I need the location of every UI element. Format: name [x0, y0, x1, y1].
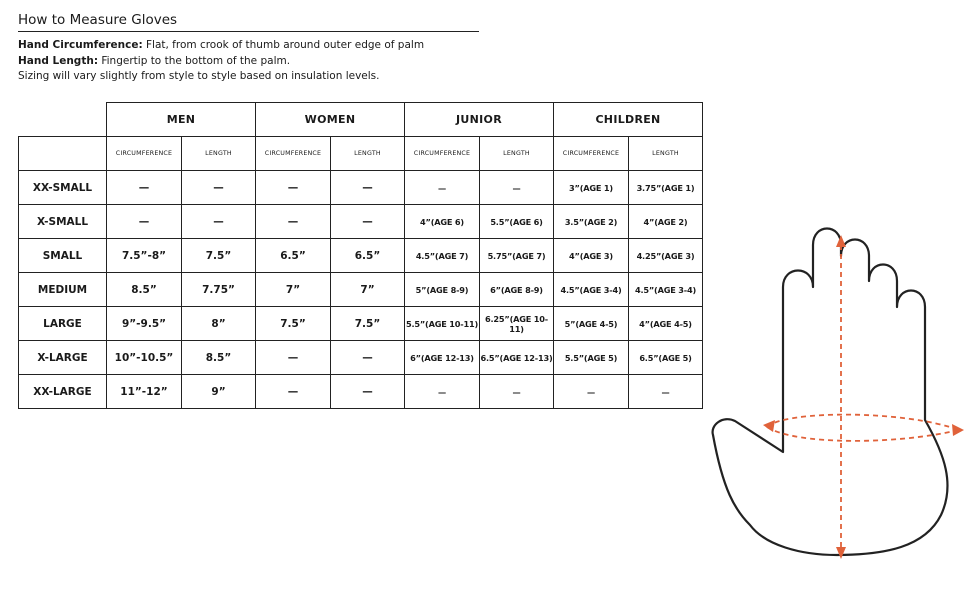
measure-instructions [18, 38, 424, 85]
size-value-cell: — [107, 171, 182, 205]
subheader-cell: LENGTH [629, 137, 703, 171]
subheader-cell: LENGTH [331, 137, 405, 171]
size-row-x-large [19, 341, 703, 375]
size-value-cell: 4”(AGE 3) [554, 239, 629, 273]
size-value-cell: 11”-12” [107, 375, 182, 409]
size-value-cell: 6.5” [331, 239, 405, 273]
size-value-cell: 4.25”(AGE 3) [629, 239, 703, 273]
subheader-row [19, 137, 703, 171]
size-label: SMALL [19, 239, 107, 273]
page-title: How to Measure Gloves [18, 12, 479, 32]
size-value-cell: 8” [182, 307, 256, 341]
circumference-arrow-left [763, 420, 775, 432]
subheader-cell: LENGTH [480, 137, 554, 171]
group-children: CHILDREN [554, 103, 703, 137]
size-value-cell: — [405, 171, 480, 205]
size-value-cell: 4”(AGE 4-5) [629, 307, 703, 341]
size-value-cell: — [182, 205, 256, 239]
size-value-cell: — [331, 171, 405, 205]
group-men: MEN [107, 103, 256, 137]
size-value-cell: 6.5”(AGE 5) [629, 341, 703, 375]
size-value-cell: 4”(AGE 6) [405, 205, 480, 239]
length-arrow-top [836, 235, 846, 247]
size-row-medium [19, 273, 703, 307]
subheader-cell: CIRCUMFERENCE [554, 137, 629, 171]
size-value-cell: — [256, 171, 331, 205]
subheader-cell: CIRCUMFERENCE [405, 137, 480, 171]
size-row-xx-small [19, 171, 703, 205]
size-value-cell: 7.5” [182, 239, 256, 273]
size-label: XX-SMALL [19, 171, 107, 205]
length-arrow-bottom [836, 547, 846, 559]
size-value-cell: — [405, 375, 480, 409]
note-circumference: Hand Circumference: Flat, from crook of thumb around outer edge of palm [18, 39, 425, 51]
size-value-cell: — [331, 341, 405, 375]
size-row-xx-large [19, 375, 703, 409]
size-label: MEDIUM [19, 273, 107, 307]
size-value-cell: 8.5” [107, 273, 182, 307]
subheader-empty [19, 137, 107, 171]
size-value-cell: — [182, 171, 256, 205]
group-header-row [19, 103, 703, 137]
size-value-cell: 4”(AGE 2) [629, 205, 703, 239]
size-row-large [19, 307, 703, 341]
size-value-cell: — [480, 375, 554, 409]
note-sizing: Sizing will vary slightly from style to style based on insulation levels. [18, 70, 380, 82]
size-value-cell: 6”(AGE 12-13) [405, 341, 480, 375]
size-value-cell: 5”(AGE 4-5) [554, 307, 629, 341]
size-value-cell: 3”(AGE 1) [554, 171, 629, 205]
subheader-cell: CIRCUMFERENCE [107, 137, 182, 171]
size-label: X-SMALL [19, 205, 107, 239]
size-value-cell: 6.25”(AGE 10-11) [480, 307, 554, 341]
hand-outline-icon [705, 225, 967, 565]
size-value-cell: 5.5”(AGE 10-11) [405, 307, 480, 341]
size-value-cell: — [554, 375, 629, 409]
size-value-cell: 8.5” [182, 341, 256, 375]
note-length: Hand Length: Fingertip to the bottom of the palm. [18, 54, 291, 67]
size-value-cell: 6.5”(AGE 12-13) [480, 341, 554, 375]
size-value-cell: 5.5”(AGE 5) [554, 341, 629, 375]
circumference-arrow-right [952, 424, 964, 436]
size-value-cell: 6.5” [256, 239, 331, 273]
size-value-cell: — [331, 375, 405, 409]
size-value-cell: — [331, 205, 405, 239]
size-value-cell: 7.5” [256, 307, 331, 341]
size-value-cell: — [629, 375, 703, 409]
size-value-cell: — [256, 375, 331, 409]
corner-cell [19, 103, 107, 137]
size-value-cell: — [480, 171, 554, 205]
size-value-cell: — [107, 205, 182, 239]
size-value-cell: 5.75”(AGE 7) [480, 239, 554, 273]
size-value-cell: 7.75” [182, 273, 256, 307]
size-label: LARGE [19, 307, 107, 341]
size-label: XX-LARGE [19, 375, 107, 409]
size-value-cell: 7.5”-8” [107, 239, 182, 273]
group-women: WOMEN [256, 103, 405, 137]
size-value-cell: 9” [182, 375, 256, 409]
size-label: X-LARGE [19, 341, 107, 375]
size-value-cell: 4.5”(AGE 7) [405, 239, 480, 273]
size-value-cell: 6”(AGE 8-9) [480, 273, 554, 307]
size-value-cell: — [256, 341, 331, 375]
size-value-cell: 5.5”(AGE 6) [480, 205, 554, 239]
size-value-cell: 10”-10.5” [107, 341, 182, 375]
size-value-cell: 3.75”(AGE 1) [629, 171, 703, 205]
size-value-cell: 3.5”(AGE 2) [554, 205, 629, 239]
size-value-cell: 4.5”(AGE 3-4) [554, 273, 629, 307]
subheader-cell: CIRCUMFERENCE [256, 137, 331, 171]
size-row-x-small [19, 205, 703, 239]
glove-size-table [18, 102, 703, 409]
hand-outline [713, 229, 948, 556]
size-row-small [19, 239, 703, 273]
size-value-cell: 7” [331, 273, 405, 307]
size-value-cell: 5”(AGE 8-9) [405, 273, 480, 307]
group-junior: JUNIOR [405, 103, 554, 137]
size-value-cell: 9”-9.5” [107, 307, 182, 341]
size-value-cell: 7” [256, 273, 331, 307]
size-value-cell: 7.5” [331, 307, 405, 341]
size-value-cell: — [256, 205, 331, 239]
size-value-cell: 4.5”(AGE 3-4) [629, 273, 703, 307]
subheader-cell: LENGTH [182, 137, 256, 171]
